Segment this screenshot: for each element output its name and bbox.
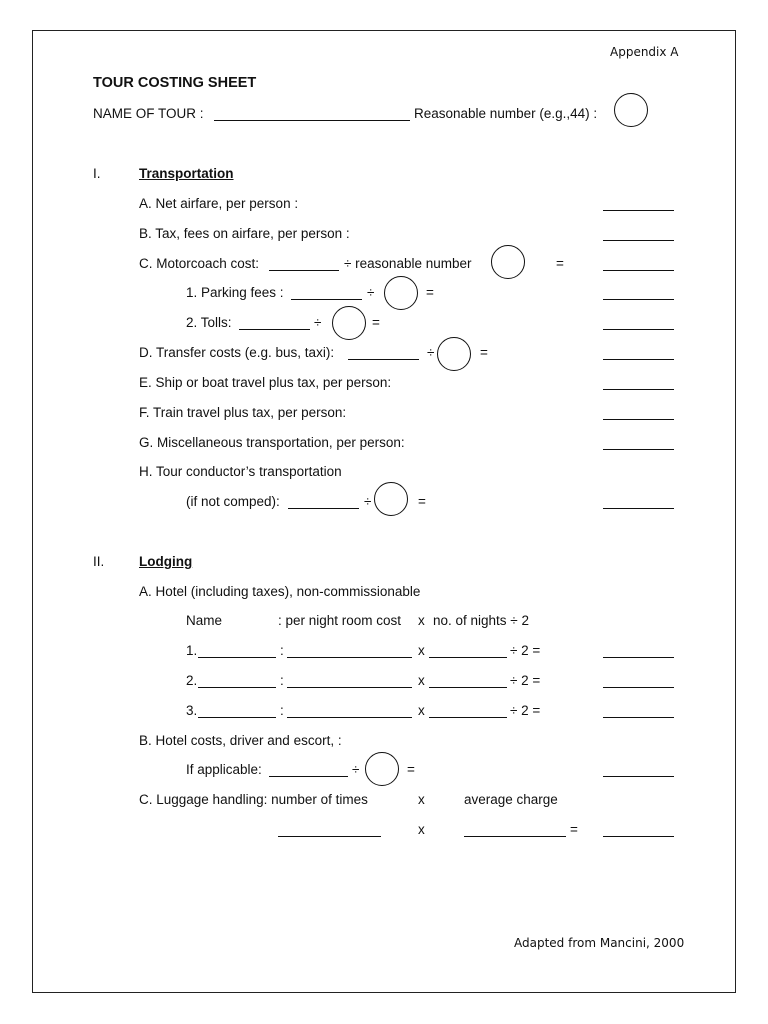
airfare-tax-label: B. Tax, fees on airfare, per person : (139, 226, 350, 241)
hotel-row-3-div: ÷ 2 = (510, 703, 541, 718)
if-applicable-label: If applicable: (186, 762, 262, 777)
ship-travel-label: E. Ship or boat travel plus tax, per person: (139, 375, 392, 390)
not-comped-label: (if not comped): (186, 494, 280, 509)
motorcoach-label: C. Motorcoach cost: (139, 256, 260, 271)
hotel-row-1-result-field[interactable] (603, 657, 674, 658)
hotel-row-3-nights-field[interactable] (429, 717, 507, 718)
hotel-row-3-cost-field[interactable] (287, 717, 412, 718)
parking-equals: = (426, 285, 434, 300)
col-cost-header: : per night room cost (278, 613, 402, 628)
hotel-row-1-cost-field[interactable] (287, 657, 412, 658)
driver-escort-equals: = (407, 762, 415, 777)
tolls-label: 2. Tolls: (186, 315, 232, 330)
transfer-divide: ÷ (427, 345, 435, 360)
driver-escort-divide: ÷ (352, 762, 360, 777)
tolls-divide: ÷ (314, 315, 322, 330)
hotel-row-2-x: x (418, 673, 425, 688)
hotel-row-3-result-field[interactable] (603, 717, 674, 718)
net-airfare-label: A. Net airfare, per person : (139, 196, 299, 211)
appendix-label: Appendix A (610, 45, 679, 59)
transfer-result-field[interactable] (603, 359, 674, 360)
conductor-cost-field[interactable] (288, 508, 359, 509)
parking-fees-field[interactable] (291, 299, 362, 300)
misc-transport-field[interactable] (603, 449, 674, 450)
hotel-driver-escort-label: B. Hotel costs, driver and escort, : (139, 733, 342, 748)
hotel-label: A. Hotel (including taxes), non-commissionable (139, 584, 421, 599)
tolls-field[interactable] (239, 329, 310, 330)
parking-fees-label: 1. Parking fees : (186, 285, 284, 300)
motorcoach-cost-field[interactable] (269, 270, 339, 271)
hotel-row-1-nights-field[interactable] (429, 657, 507, 658)
transfer-costs-label: D. Transfer costs (e.g. bus, taxi): (139, 345, 335, 360)
parking-result-field[interactable] (603, 299, 674, 300)
section1-heading: Transportation (139, 166, 234, 181)
conductor-transport-label: H. Tour conductor’s transportation (139, 464, 342, 479)
motorcoach-equals: = (556, 256, 564, 271)
hotel-row-3-x: x (418, 703, 425, 718)
transfer-costs-field[interactable] (348, 359, 419, 360)
hotel-row-2-cost-field[interactable] (287, 687, 412, 688)
hotel-row-3-name-field[interactable] (198, 717, 276, 718)
hotel-row-2-nights-field[interactable] (429, 687, 507, 688)
tolls-equals: = (372, 315, 380, 330)
transfer-number-circle[interactable] (437, 337, 471, 371)
hotel-row-1-name-field[interactable] (198, 657, 276, 658)
average-charge-label: average charge (464, 792, 558, 807)
hotel-row-1-div: ÷ 2 = (510, 643, 541, 658)
section1-numeral: I. (93, 166, 101, 181)
source-credit: Adapted from Mancini, 2000 (514, 936, 685, 950)
train-travel-label: F. Train travel plus tax, per person: (139, 405, 347, 420)
motorcoach-divide-label: ÷ reasonable number (344, 256, 472, 271)
name-of-tour-label: NAME OF TOUR : (93, 106, 204, 121)
tolls-result-field[interactable] (603, 329, 674, 330)
hotel-row-2-colon: : (280, 673, 284, 688)
hotel-row-1-colon: : (280, 643, 284, 658)
conductor-equals: = (418, 494, 426, 509)
luggage-times-field[interactable] (278, 836, 381, 837)
reasonable-number-label: Reasonable number (e.g.,44) : (414, 106, 598, 121)
col-x-header: x (418, 613, 425, 628)
hotel-row-1-x: x (418, 643, 425, 658)
luggage-handling-label: C. Luggage handling: number of times (139, 792, 368, 807)
driver-escort-result-field[interactable] (603, 776, 674, 777)
col-nights-header: no. of nights ÷ 2 (433, 613, 529, 628)
conductor-number-circle[interactable] (374, 482, 408, 516)
motorcoach-number-circle[interactable] (491, 245, 525, 279)
form-title: TOUR COSTING SHEET (93, 75, 257, 91)
col-name-header: Name (186, 613, 223, 628)
hotel-row-3-colon: : (280, 703, 284, 718)
section2-numeral: II. (93, 554, 105, 569)
net-airfare-field[interactable] (603, 210, 674, 211)
conductor-divide: ÷ (364, 494, 372, 509)
hotel-row-2-number: 2. (186, 673, 198, 688)
driver-escort-cost-field[interactable] (269, 776, 348, 777)
train-travel-field[interactable] (603, 419, 674, 420)
hotel-row-2-name-field[interactable] (198, 687, 276, 688)
hotel-row-1-number: 1. (186, 643, 198, 658)
luggage-result-field[interactable] (603, 836, 674, 837)
luggage-equals: = (570, 822, 578, 837)
ship-travel-field[interactable] (603, 389, 674, 390)
parking-divide: ÷ (367, 285, 375, 300)
motorcoach-result-field[interactable] (603, 270, 674, 271)
luggage-charge-field[interactable] (464, 836, 566, 837)
name-of-tour-field[interactable] (214, 120, 410, 121)
misc-transport-label: G. Miscellaneous transportation, per person: (139, 435, 405, 450)
hotel-row-2-result-field[interactable] (603, 687, 674, 688)
hotel-row-3-number: 3. (186, 703, 198, 718)
section2-heading: Lodging (139, 554, 193, 569)
parking-number-circle[interactable] (384, 276, 418, 310)
luggage-x-header: x (418, 792, 425, 807)
reasonable-number-circle[interactable] (614, 93, 648, 127)
tolls-number-circle[interactable] (332, 306, 366, 340)
airfare-tax-field[interactable] (603, 240, 674, 241)
driver-escort-number-circle[interactable] (365, 752, 399, 786)
hotel-row-2-div: ÷ 2 = (510, 673, 541, 688)
luggage-x: x (418, 822, 425, 837)
transfer-equals: = (480, 345, 488, 360)
conductor-result-field[interactable] (603, 508, 674, 509)
